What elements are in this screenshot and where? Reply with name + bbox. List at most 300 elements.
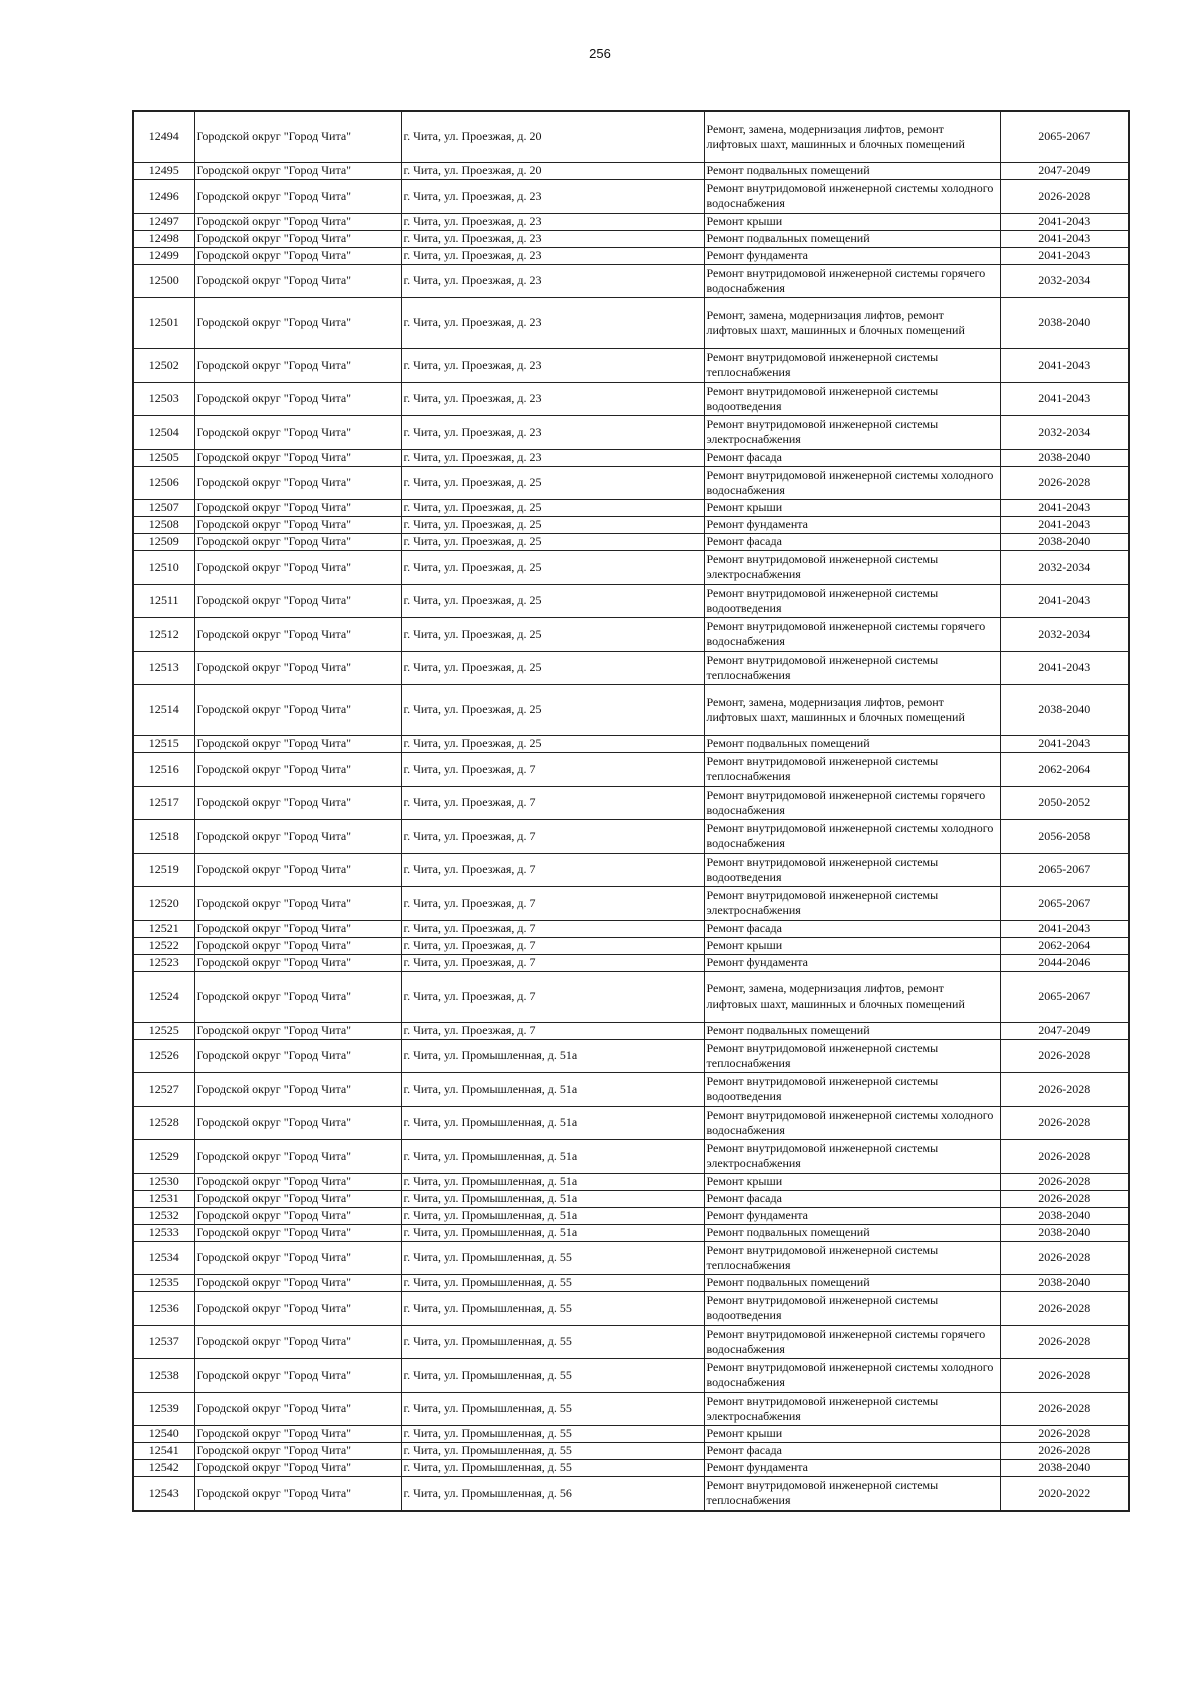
cell-number: 12507 [133,500,194,517]
cell-years: 2026-2028 [1000,1073,1129,1107]
cell-work-type: Ремонт фасада [704,534,1000,551]
table-row [133,517,1129,534]
cell-years: 2065-2067 [1000,887,1129,921]
cell-municipality: Городской округ "Город Чита" [194,1275,401,1292]
cell-years: 2026-2028 [1000,1359,1129,1393]
cell-number: 12515 [133,736,194,753]
cell-years: 2026-2028 [1000,1292,1129,1326]
cell-years: 2041-2043 [1000,247,1129,264]
cell-number: 12494 [133,111,194,163]
cell-years: 2026-2028 [1000,1241,1129,1275]
cell-address: г. Чита, ул. Промышленная, д. 55 [401,1443,704,1460]
cell-work-type: Ремонт фасада [704,920,1000,937]
cell-number: 12504 [133,416,194,450]
cell-work-type: Ремонт внутридомовой инженерной системы теплоснабжения [704,1039,1000,1073]
cell-municipality: Городской округ "Город Чита" [194,1241,401,1275]
table-row [133,534,1129,551]
cell-work-type: Ремонт внутридомовой инженерной системы водоотведения [704,1292,1000,1326]
cell-address: г. Чита, ул. Промышленная, д. 55 [401,1426,704,1443]
cell-municipality: Городской округ "Город Чита" [194,937,401,954]
cell-municipality: Городской округ "Город Чита" [194,736,401,753]
table-row [133,1241,1129,1275]
cell-address: г. Чита, ул. Проезжая, д. 23 [401,180,704,214]
cell-number: 12512 [133,618,194,652]
cell-number: 12534 [133,1241,194,1275]
cell-work-type: Ремонт внутридомовой инженерной системы горячего водоснабжения [704,264,1000,298]
cell-address: г. Чита, ул. Проезжая, д. 25 [401,618,704,652]
table-row [133,920,1129,937]
cell-address: г. Чита, ул. Проезжая, д. 25 [401,517,704,534]
cell-work-type: Ремонт внутридомовой инженерной системы холодного водоснабжения [704,466,1000,500]
cell-years: 2041-2043 [1000,584,1129,618]
cell-address: г. Чита, ул. Проезжая, д. 25 [401,584,704,618]
cell-work-type: Ремонт фасада [704,1190,1000,1207]
cell-municipality: Городской округ "Город Чита" [194,213,401,230]
cell-work-type: Ремонт внутридомовой инженерной системы теплоснабжения [704,753,1000,787]
cell-number: 12529 [133,1140,194,1174]
cell-municipality: Городской округ "Город Чита" [194,1106,401,1140]
cell-municipality: Городской округ "Город Чита" [194,753,401,787]
cell-municipality: Городской округ "Город Чита" [194,111,401,163]
table-row [133,853,1129,887]
cell-years: 2050-2052 [1000,786,1129,820]
cell-municipality: Городской округ "Город Чита" [194,264,401,298]
cell-municipality: Городской округ "Город Чита" [194,1073,401,1107]
cell-number: 12513 [133,651,194,685]
cell-work-type: Ремонт фундамента [704,1460,1000,1477]
cell-number: 12530 [133,1173,194,1190]
cell-number: 12521 [133,920,194,937]
cell-number: 12503 [133,382,194,416]
cell-address: г. Чита, ул. Промышленная, д. 56 [401,1477,704,1511]
cell-municipality: Городской округ "Город Чита" [194,820,401,854]
table-row [133,1190,1129,1207]
cell-years: 2041-2043 [1000,382,1129,416]
cell-municipality: Городской округ "Город Чита" [194,1359,401,1393]
cell-number: 12542 [133,1460,194,1477]
cell-number: 12540 [133,1426,194,1443]
table-row [133,230,1129,247]
cell-work-type: Ремонт внутридомовой инженерной системы водоотведения [704,1073,1000,1107]
cell-work-type: Ремонт внутридомовой инженерной системы электроснабжения [704,1392,1000,1426]
cell-municipality: Городской округ "Город Чита" [194,449,401,466]
cell-address: г. Чита, ул. Промышленная, д. 51а [401,1106,704,1140]
cell-work-type: Ремонт, замена, модернизация лифтов, ремонт лифтовых шахт, машинных и блочных помещений [704,298,1000,349]
cell-address: г. Чита, ул. Проезжая, д. 23 [401,213,704,230]
table-row [133,1173,1129,1190]
cell-number: 12495 [133,163,194,180]
cell-address: г. Чита, ул. Проезжая, д. 25 [401,685,704,736]
cell-address: г. Чита, ул. Промышленная, д. 55 [401,1359,704,1393]
cell-number: 12502 [133,349,194,383]
cell-address: г. Чита, ул. Проезжая, д. 23 [401,264,704,298]
cell-municipality: Городской округ "Город Чита" [194,349,401,383]
cell-number: 12538 [133,1359,194,1393]
cell-number: 12532 [133,1207,194,1224]
cell-number: 12541 [133,1443,194,1460]
cell-work-type: Ремонт внутридомовой инженерной системы холодного водоснабжения [704,1106,1000,1140]
cell-work-type: Ремонт внутридомовой инженерной системы электроснабжения [704,416,1000,450]
cell-address: г. Чита, ул. Промышленная, д. 51а [401,1140,704,1174]
cell-number: 12499 [133,247,194,264]
cell-address: г. Чита, ул. Проезжая, д. 23 [401,416,704,450]
cell-address: г. Чита, ул. Проезжая, д. 7 [401,887,704,921]
cell-work-type: Ремонт подвальных помещений [704,230,1000,247]
cell-work-type: Ремонт внутридомовой инженерной системы холодного водоснабжения [704,820,1000,854]
cell-work-type: Ремонт подвальных помещений [704,1275,1000,1292]
cell-work-type: Ремонт, замена, модернизация лифтов, ремонт лифтовых шахт, машинных и блочных помещений [704,971,1000,1022]
cell-work-type: Ремонт внутридомовой инженерной системы горячего водоснабжения [704,786,1000,820]
table-row [133,685,1129,736]
cell-number: 12526 [133,1039,194,1073]
cell-municipality: Городской округ "Город Чита" [194,1207,401,1224]
cell-municipality: Городской округ "Город Чита" [194,416,401,450]
cell-work-type: Ремонт крыши [704,213,1000,230]
cell-municipality: Городской округ "Город Чита" [194,1443,401,1460]
cell-years: 2026-2028 [1000,1392,1129,1426]
table-row [133,753,1129,787]
cell-municipality: Городской округ "Город Чита" [194,382,401,416]
cell-work-type: Ремонт фасада [704,449,1000,466]
cell-municipality: Городской округ "Город Чита" [194,887,401,921]
cell-number: 12523 [133,954,194,971]
cell-address: г. Чита, ул. Проезжая, д. 7 [401,853,704,887]
cell-address: г. Чита, ул. Проезжая, д. 25 [401,500,704,517]
cell-municipality: Городской округ "Город Чита" [194,786,401,820]
cell-address: г. Чита, ул. Промышленная, д. 55 [401,1392,704,1426]
cell-years: 2026-2028 [1000,180,1129,214]
cell-work-type: Ремонт внутридомовой инженерной системы горячего водоснабжения [704,1325,1000,1359]
cell-years: 2041-2043 [1000,920,1129,937]
cell-number: 12511 [133,584,194,618]
table-row [133,1022,1129,1039]
table-row [133,1073,1129,1107]
table-row [133,247,1129,264]
cell-number: 12531 [133,1190,194,1207]
cell-work-type: Ремонт внутридомовой инженерной системы теплоснабжения [704,651,1000,685]
table-row [133,180,1129,214]
cell-municipality: Городской округ "Город Чита" [194,163,401,180]
cell-municipality: Городской округ "Город Чита" [194,551,401,585]
cell-municipality: Городской округ "Город Чита" [194,1140,401,1174]
cell-work-type: Ремонт подвальных помещений [704,163,1000,180]
cell-number: 12508 [133,517,194,534]
cell-years: 2032-2034 [1000,551,1129,585]
cell-municipality: Городской округ "Город Чита" [194,500,401,517]
cell-municipality: Городской округ "Город Чита" [194,1325,401,1359]
table-row [133,213,1129,230]
cell-address: г. Чита, ул. Проезжая, д. 20 [401,111,704,163]
table-row [133,1460,1129,1477]
cell-years: 2038-2040 [1000,1224,1129,1241]
table-row [133,349,1129,383]
cell-address: г. Чита, ул. Проезжая, д. 23 [401,349,704,383]
table-row [133,264,1129,298]
cell-address: г. Чита, ул. Проезжая, д. 25 [401,551,704,585]
cell-work-type: Ремонт внутридомовой инженерной системы электроснабжения [704,551,1000,585]
cell-municipality: Городской округ "Город Чита" [194,1190,401,1207]
cell-number: 12537 [133,1325,194,1359]
cell-years: 2041-2043 [1000,517,1129,534]
cell-work-type: Ремонт фасада [704,1443,1000,1460]
cell-address: г. Чита, ул. Проезжая, д. 20 [401,163,704,180]
cell-work-type: Ремонт фундамента [704,247,1000,264]
cell-municipality: Городской округ "Город Чита" [194,1292,401,1326]
cell-address: г. Чита, ул. Проезжая, д. 25 [401,736,704,753]
cell-number: 12539 [133,1392,194,1426]
cell-years: 2038-2040 [1000,534,1129,551]
cell-municipality: Городской округ "Город Чита" [194,618,401,652]
cell-years: 2065-2067 [1000,971,1129,1022]
cell-years: 2026-2028 [1000,1443,1129,1460]
table-row [133,820,1129,854]
cell-years: 2047-2049 [1000,1022,1129,1039]
cell-address: г. Чита, ул. Промышленная, д. 51а [401,1173,704,1190]
cell-number: 12496 [133,180,194,214]
cell-years: 2047-2049 [1000,163,1129,180]
table-row [133,651,1129,685]
cell-number: 12516 [133,753,194,787]
cell-municipality: Городской округ "Город Чита" [194,1173,401,1190]
cell-number: 12505 [133,449,194,466]
cell-number: 12528 [133,1106,194,1140]
cell-work-type: Ремонт крыши [704,1426,1000,1443]
cell-municipality: Городской округ "Город Чита" [194,1477,401,1511]
cell-number: 12533 [133,1224,194,1241]
table-row [133,937,1129,954]
table-row [133,954,1129,971]
cell-municipality: Городской округ "Город Чита" [194,685,401,736]
cell-work-type: Ремонт фундамента [704,1207,1000,1224]
cell-municipality: Городской округ "Город Чита" [194,517,401,534]
table-row [133,1477,1129,1511]
cell-work-type: Ремонт подвальных помещений [704,736,1000,753]
cell-years: 2032-2034 [1000,264,1129,298]
table-row [133,1106,1129,1140]
cell-municipality: Городской округ "Город Чита" [194,1460,401,1477]
cell-years: 2041-2043 [1000,500,1129,517]
table-row [133,736,1129,753]
table-row [133,298,1129,349]
cell-number: 12519 [133,853,194,887]
table-row [133,971,1129,1022]
cell-address: г. Чита, ул. Проезжая, д. 23 [401,298,704,349]
cell-address: г. Чита, ул. Проезжая, д. 25 [401,651,704,685]
table-row [133,449,1129,466]
cell-address: г. Чита, ул. Проезжая, д. 7 [401,753,704,787]
cell-work-type: Ремонт внутридомовой инженерной системы водоотведения [704,584,1000,618]
cell-municipality: Городской округ "Город Чита" [194,1224,401,1241]
cell-municipality: Городской округ "Город Чита" [194,1426,401,1443]
cell-years: 2026-2028 [1000,1140,1129,1174]
cell-work-type: Ремонт подвальных помещений [704,1022,1000,1039]
cell-years: 2026-2028 [1000,466,1129,500]
cell-work-type: Ремонт крыши [704,500,1000,517]
cell-municipality: Городской округ "Город Чита" [194,1022,401,1039]
cell-work-type: Ремонт фундамента [704,517,1000,534]
cell-years: 2056-2058 [1000,820,1129,854]
table-body [133,111,1129,1511]
cell-years: 2044-2046 [1000,954,1129,971]
cell-municipality: Городской округ "Город Чита" [194,584,401,618]
cell-work-type: Ремонт крыши [704,1173,1000,1190]
cell-number: 12522 [133,937,194,954]
cell-years: 2038-2040 [1000,1207,1129,1224]
cell-address: г. Чита, ул. Промышленная, д. 55 [401,1241,704,1275]
table-row [133,466,1129,500]
cell-years: 2026-2028 [1000,1426,1129,1443]
cell-work-type: Ремонт внутридомовой инженерной системы холодного водоснабжения [704,1359,1000,1393]
cell-municipality: Городской округ "Город Чита" [194,466,401,500]
cell-address: г. Чита, ул. Проезжая, д. 23 [401,230,704,247]
cell-years: 2041-2043 [1000,213,1129,230]
cell-municipality: Городской округ "Город Чита" [194,247,401,264]
cell-number: 12514 [133,685,194,736]
repair-schedule-table [132,110,1130,1512]
cell-years: 2065-2067 [1000,853,1129,887]
table-row [133,584,1129,618]
cell-years: 2041-2043 [1000,230,1129,247]
cell-address: г. Чита, ул. Промышленная, д. 51а [401,1207,704,1224]
cell-address: г. Чита, ул. Промышленная, д. 51а [401,1039,704,1073]
cell-address: г. Чита, ул. Промышленная, д. 55 [401,1325,704,1359]
cell-work-type: Ремонт внутридомовой инженерной системы горячего водоснабжения [704,618,1000,652]
cell-years: 2020-2022 [1000,1477,1129,1511]
table-row [133,163,1129,180]
cell-number: 12520 [133,887,194,921]
cell-years: 2065-2067 [1000,111,1129,163]
table-row [133,1325,1129,1359]
cell-work-type: Ремонт внутридомовой инженерной системы теплоснабжения [704,1477,1000,1511]
cell-number: 12525 [133,1022,194,1039]
cell-number: 12543 [133,1477,194,1511]
table-row [133,1443,1129,1460]
repair-schedule-table-container [132,110,1128,1512]
cell-work-type: Ремонт внутридомовой инженерной системы водоотведения [704,382,1000,416]
cell-address: г. Чита, ул. Промышленная, д. 55 [401,1460,704,1477]
cell-work-type: Ремонт внутридомовой инженерной системы теплоснабжения [704,1241,1000,1275]
cell-years: 2038-2040 [1000,449,1129,466]
cell-municipality: Городской округ "Город Чита" [194,920,401,937]
table-row [133,1392,1129,1426]
table-row [133,1224,1129,1241]
cell-number: 12500 [133,264,194,298]
cell-years: 2041-2043 [1000,736,1129,753]
cell-municipality: Городской округ "Город Чита" [194,1039,401,1073]
table-row [133,382,1129,416]
cell-years: 2026-2028 [1000,1190,1129,1207]
page-number: 256 [589,46,611,61]
cell-years: 2038-2040 [1000,1460,1129,1477]
cell-work-type: Ремонт, замена, модернизация лифтов, ремонт лифтовых шахт, машинных и блочных помещений [704,111,1000,163]
cell-work-type: Ремонт подвальных помещений [704,1224,1000,1241]
cell-municipality: Городской округ "Город Чита" [194,180,401,214]
cell-years: 2026-2028 [1000,1325,1129,1359]
cell-number: 12536 [133,1292,194,1326]
cell-number: 12501 [133,298,194,349]
cell-address: г. Чита, ул. Промышленная, д. 55 [401,1292,704,1326]
cell-work-type: Ремонт фундамента [704,954,1000,971]
table-row [133,1292,1129,1326]
cell-address: г. Чита, ул. Проезжая, д. 25 [401,534,704,551]
cell-municipality: Городской округ "Город Чита" [194,954,401,971]
cell-years: 2026-2028 [1000,1106,1129,1140]
table-row [133,500,1129,517]
cell-municipality: Городской округ "Город Чита" [194,1392,401,1426]
cell-work-type: Ремонт внутридомовой инженерной системы водоотведения [704,853,1000,887]
table-row [133,1426,1129,1443]
cell-work-type: Ремонт внутридомовой инженерной системы электроснабжения [704,1140,1000,1174]
cell-address: г. Чита, ул. Промышленная, д. 55 [401,1275,704,1292]
cell-number: 12498 [133,230,194,247]
table-row [133,1140,1129,1174]
cell-number: 12524 [133,971,194,1022]
table-row [133,1275,1129,1292]
cell-years: 2032-2034 [1000,416,1129,450]
table-row [133,1207,1129,1224]
table-row [133,1359,1129,1393]
cell-years: 2032-2034 [1000,618,1129,652]
cell-number: 12517 [133,786,194,820]
cell-years: 2041-2043 [1000,651,1129,685]
cell-address: г. Чита, ул. Промышленная, д. 51а [401,1073,704,1107]
cell-work-type: Ремонт, замена, модернизация лифтов, ремонт лифтовых шахт, машинных и блочных помещений [704,685,1000,736]
cell-address: г. Чита, ул. Проезжая, д. 23 [401,382,704,416]
cell-work-type: Ремонт внутридомовой инженерной системы холодного водоснабжения [704,180,1000,214]
cell-years: 2062-2064 [1000,753,1129,787]
cell-municipality: Городской округ "Город Чита" [194,298,401,349]
cell-address: г. Чита, ул. Проезжая, д. 7 [401,954,704,971]
cell-municipality: Городской округ "Город Чита" [194,853,401,887]
cell-municipality: Городской округ "Город Чита" [194,651,401,685]
cell-address: г. Чита, ул. Проезжая, д. 23 [401,247,704,264]
cell-years: 2026-2028 [1000,1173,1129,1190]
cell-years: 2038-2040 [1000,298,1129,349]
cell-work-type: Ремонт крыши [704,937,1000,954]
cell-address: г. Чита, ул. Проезжая, д. 25 [401,466,704,500]
cell-number: 12509 [133,534,194,551]
cell-work-type: Ремонт внутридомовой инженерной системы электроснабжения [704,887,1000,921]
table-row [133,1039,1129,1073]
cell-address: г. Чита, ул. Проезжая, д. 7 [401,971,704,1022]
cell-years: 2038-2040 [1000,1275,1129,1292]
cell-address: г. Чита, ул. Проезжая, д. 7 [401,937,704,954]
table-row [133,618,1129,652]
table-row [133,887,1129,921]
cell-address: г. Чита, ул. Промышленная, д. 51а [401,1190,704,1207]
cell-years: 2038-2040 [1000,685,1129,736]
cell-address: г. Чита, ул. Проезжая, д. 7 [401,786,704,820]
cell-municipality: Городской округ "Город Чита" [194,971,401,1022]
cell-work-type: Ремонт внутридомовой инженерной системы теплоснабжения [704,349,1000,383]
cell-address: г. Чита, ул. Проезжая, д. 7 [401,1022,704,1039]
cell-address: г. Чита, ул. Промышленная, д. 51а [401,1224,704,1241]
cell-number: 12506 [133,466,194,500]
cell-years: 2026-2028 [1000,1039,1129,1073]
cell-number: 12518 [133,820,194,854]
table-row [133,551,1129,585]
table-row [133,786,1129,820]
cell-number: 12510 [133,551,194,585]
cell-municipality: Городской округ "Город Чита" [194,230,401,247]
table-row [133,416,1129,450]
cell-number: 12527 [133,1073,194,1107]
cell-municipality: Городской округ "Город Чита" [194,534,401,551]
cell-address: г. Чита, ул. Проезжая, д. 7 [401,920,704,937]
cell-number: 12497 [133,213,194,230]
table-row [133,111,1129,163]
cell-address: г. Чита, ул. Проезжая, д. 23 [401,449,704,466]
